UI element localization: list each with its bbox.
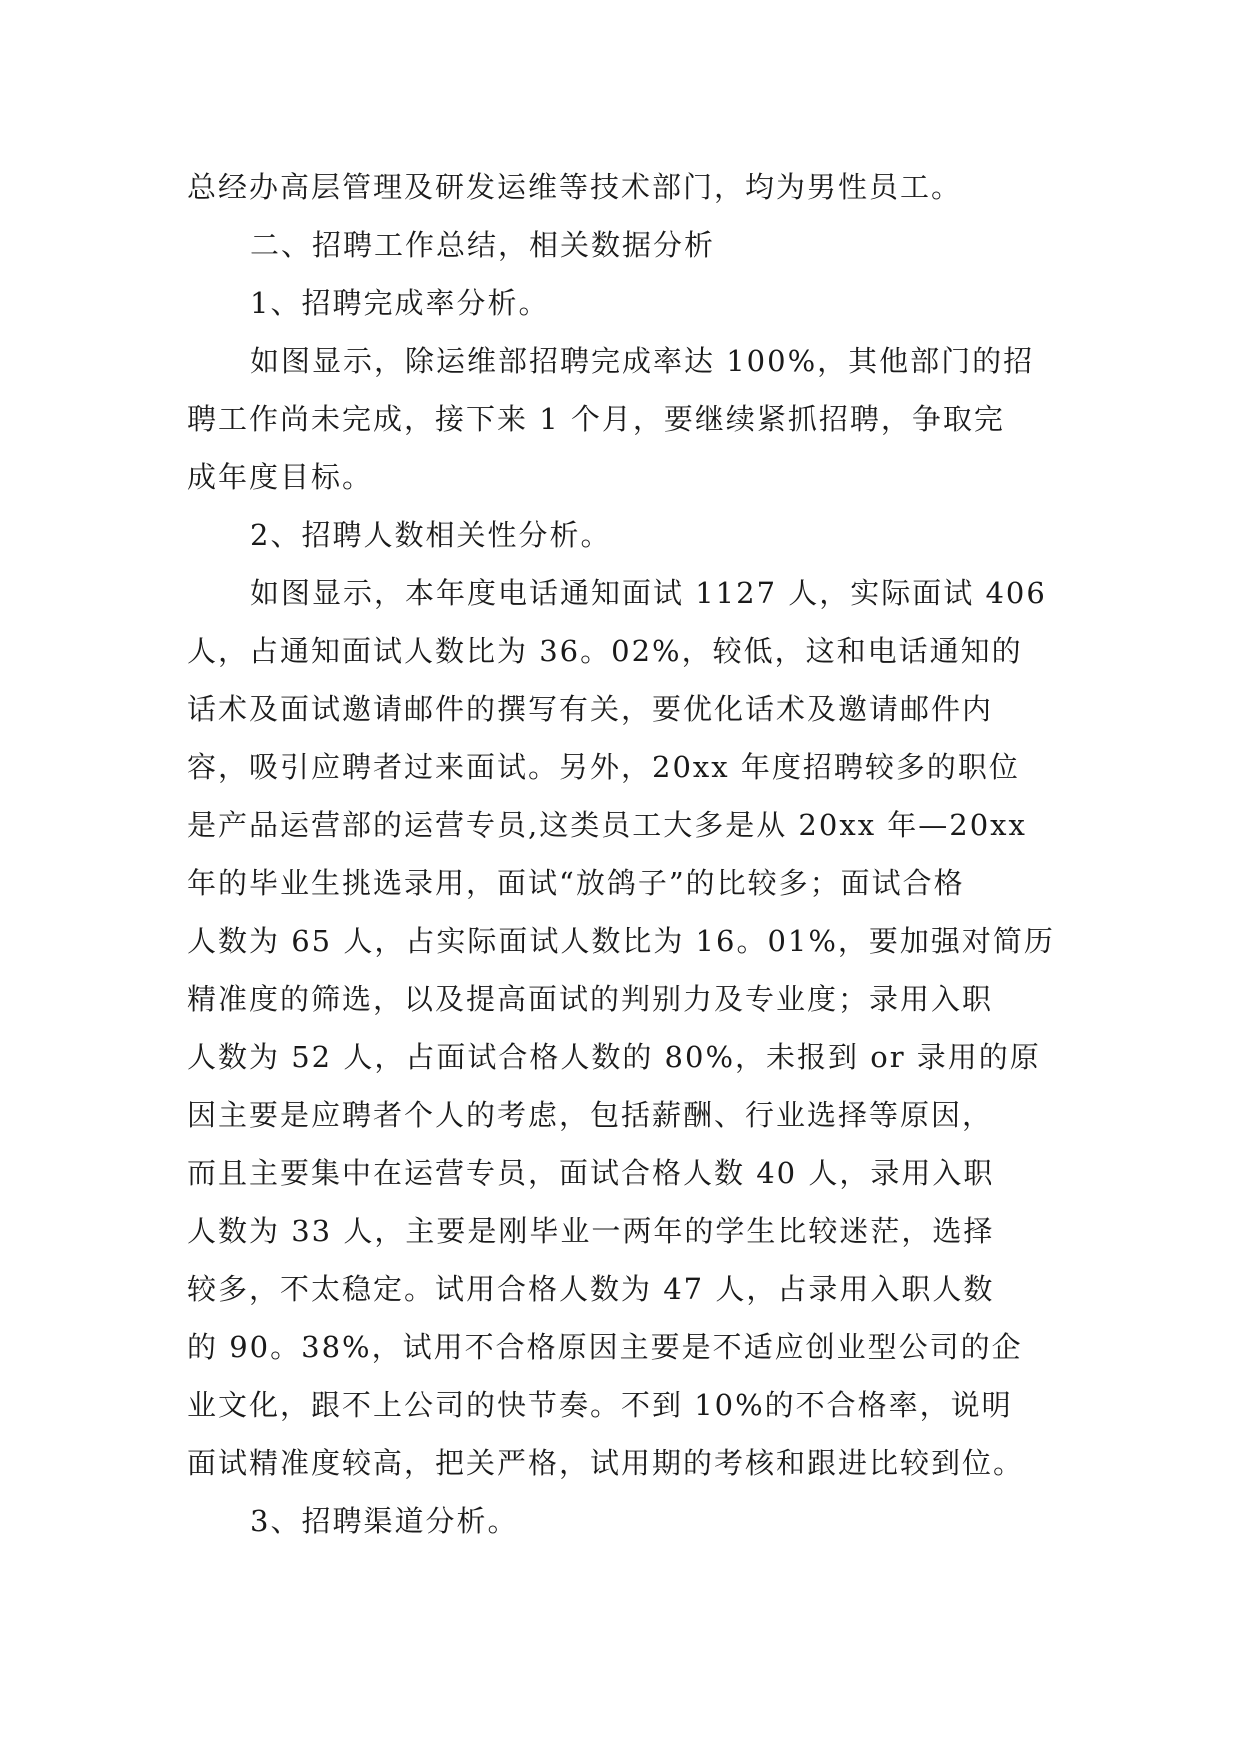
- text-line: 人数为 52 人，占面试合格人数的 80%，未报到 or 录用的原: [187, 1040, 1041, 1074]
- text-line: 人，占通知面试人数比为 36。02%，较低，这和电话通知的: [187, 634, 1023, 668]
- text-line: 话术及面试邀请邮件的撰写有关，要优化话术及邀请邮件内: [187, 692, 994, 726]
- text-line: 的 90。38%，试用不合格原因主要是不适应创业型公司的企: [187, 1330, 1023, 1364]
- text-line: 年的毕业生挑选录用，面试“放鸽子”的比较多；面试合格: [187, 866, 965, 900]
- text-line: 二、招聘工作总结，相关数据分析: [250, 228, 716, 262]
- document-body: [187, 158, 1057, 1550]
- text-line: 总经办高层管理及研发运维等技术部门，均为男性员工。: [187, 170, 963, 204]
- text-line: 1、招聘完成率分析。: [250, 286, 550, 320]
- text-line: 业文化，跟不上公司的快节奏。不到 10%的不合格率，说明: [187, 1388, 1013, 1422]
- text-line: 如图显示，本年度电话通知面试 1127 人，实际面试 406: [250, 576, 1047, 610]
- text-line: 如图显示，除运维部招聘完成率达 100%，其他部门的招: [250, 344, 1035, 378]
- text-line: 是产品运营部的运营专员,这类员工大多是从 20xx 年—20xx: [187, 808, 1027, 842]
- text-line: 面试精准度较高，把关严格，试用期的考核和跟进比较到位。: [187, 1446, 1025, 1480]
- text-line: 较多，不太稳定。试用合格人数为 47 人，占录用入职人数: [187, 1272, 995, 1306]
- text-line: 人数为 33 人，主要是刚毕业一两年的学生比较迷茫，选择: [187, 1214, 995, 1248]
- text-line: 人数为 65 人，占实际面试人数比为 16。01%，要加强对简历: [187, 924, 1055, 958]
- text-line: 精准度的筛选，以及提高面试的判别力及专业度；录用入职: [187, 982, 994, 1016]
- text-line: 2、招聘人数相关性分析。: [250, 518, 612, 552]
- text-line: 成年度目标。: [187, 460, 374, 494]
- text-line: 容，吸引应聘者过来面试。另外，20xx 年度招聘较多的职位: [187, 750, 1020, 784]
- text-line: 3、招聘渠道分析。: [250, 1504, 519, 1538]
- text-line: 因主要是应聘者个人的考虑，包括薪酬、行业选择等原因，: [187, 1098, 994, 1132]
- text-line: 而且主要集中在运营专员，面试合格人数 40 人，录用入职: [187, 1156, 995, 1190]
- text-line: 聘工作尚未完成，接下来 1 个月，要继续紧抓招聘，争取完: [187, 402, 1005, 436]
